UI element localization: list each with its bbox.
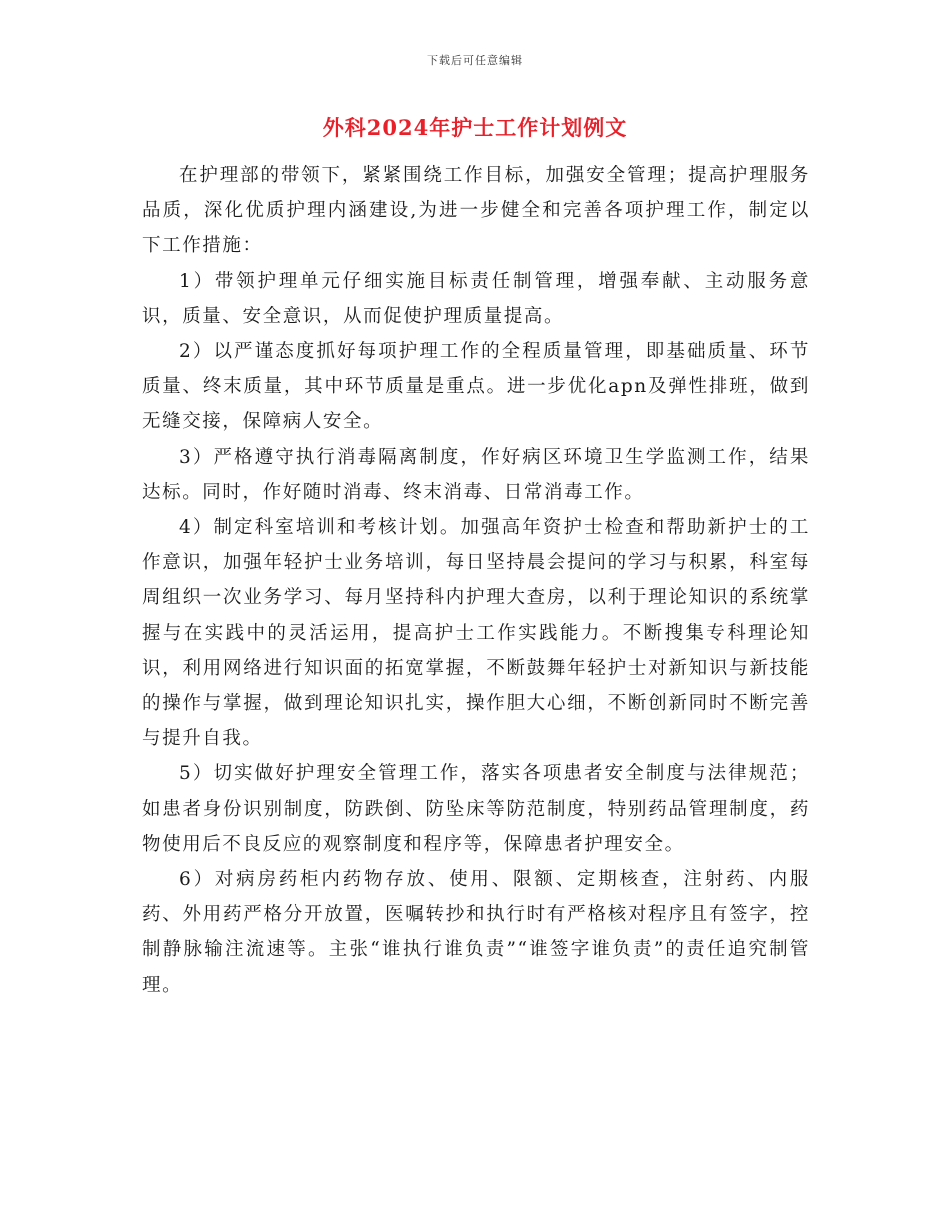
paragraph-intro: 在护理部的带领下，紧紧围绕工作目标，加强安全管理；提高护理服务品质，深化优质护理内涵建设,为进一步健全和完善各项护理工作，制定以下工作措施： bbox=[142, 165, 810, 257]
page-header-note: 下载后可任意编辑 bbox=[427, 54, 523, 67]
paragraph-item-4: 4）制定科室培训和考核计划。加强高年资护士检查和帮助新护士的工作意识，加强年轻护士业务培训，每日坚持晨会提问的学习与积累，科室每周组织一次业务学习、每月坚持科内护理大查房，以利于理论知识的系统掌握与在实践中的灵活运用，提高护士工作实践能力。不断搜集专科理论知识，利用网络进行知识面的拓宽掌握，不断鼓舞年轻护士对新知识与新技能的操作与掌握，做到理论知识扎实，操作胆大心细，不断创新同时不断完善与提升自我。 bbox=[142, 517, 810, 750]
paragraph-item-6: 6）对病房药柜内药物存放、使用、限额、定期核查，注射药、内服药、外用药严格分开放置，医嘱转抄和执行时有严格核对程序且有签字，控制静脉输注流速等。主张“谁执行谁负责”“谁签字谁负责”的责任追究制管理。 bbox=[142, 869, 810, 996]
paragraph-item-1: 1）带领护理单元仔细实施目标责任制管理，增强奉献、主动服务意识，质量、安全意识，从而促使护理质量提高。 bbox=[142, 270, 810, 327]
paragraph-item-5: 5）切实做好护理安全管理工作，落实各项患者安全制度与法律规范；如患者身份识别制度，防跌倒、防坠床等防范制度，特别药品管理制度，药物使用后不良反应的观察制度和程序等，保障患者护理安全。 bbox=[142, 763, 810, 855]
paragraph-item-2: 2）以严谨态度抓好每项护理工作的全程质量管理，即基础质量、环节质量、终末质量，其中环节质量是重点。进一步优化apn及弹性排班，做到无缝交接，保障病人安全。 bbox=[142, 341, 810, 433]
document-title: 外科2024年护士工作计划例文 bbox=[322, 115, 628, 140]
paragraph-item-3: 3）严格遵守执行消毒隔离制度，作好病区环境卫生学监测工作，结果达标。同时，作好随时消毒、终末消毒、日常消毒工作。 bbox=[142, 446, 810, 503]
document-body bbox=[142, 158, 810, 1003]
